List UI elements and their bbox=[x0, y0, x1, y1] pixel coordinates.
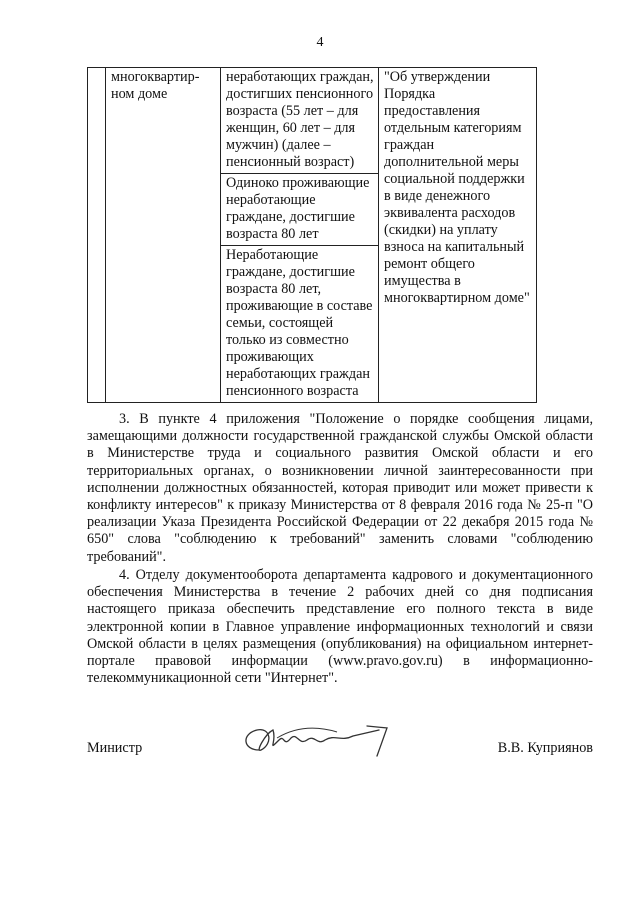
category-cell bbox=[221, 174, 379, 246]
page-number: 4 bbox=[316, 35, 324, 50]
handwritten-signature bbox=[237, 720, 407, 760]
order-title-cell bbox=[379, 68, 537, 403]
minister-title: Министр bbox=[87, 740, 143, 756]
empty-number-cell bbox=[88, 68, 106, 403]
order-title-text: "Об утверждении Порядка предоставления отдельным категориям граждан дополнительной меры социальной поддержки в виде денежного эквивалента расходов (скидки) на уплату взноса на капитальный ремонт общего имущества в многоквартирном доме" bbox=[384, 69, 530, 306]
building-text: многоквартир-ном доме bbox=[111, 69, 200, 102]
category-cell bbox=[221, 68, 379, 174]
category-text: Неработающие граждане, достигшие возраста 80 лет, проживающие в составе семьи, состоящей только из совместно проживающих неработающих граждан пенсионного возраста bbox=[226, 247, 373, 399]
table-row bbox=[88, 68, 537, 174]
signature-block bbox=[87, 720, 593, 760]
category-cell bbox=[221, 246, 379, 403]
minister-name: В.В. Куприянов bbox=[497, 740, 593, 756]
building-cell bbox=[106, 68, 221, 403]
category-text: Одиноко проживающие неработающие граждане, достигшие возраста 80 лет bbox=[226, 175, 370, 242]
categories-table bbox=[87, 67, 537, 403]
paragraph-4: 4. Отделу документооборота департамента кадрового и документационного обеспечения Министерства в течение 2 рабочих дней со дня подписания настоящего приказа обеспечить представление его полного текста в виде электронной копии в Главное управление информационных технологий и связи Омской области в целях размещения (опубликования) на официальном интернет-портале правовой информации (www.pravo.gov.ru) в информационно-телекоммуникационной сети "Интернет". bbox=[87, 567, 593, 687]
category-text: неработающих граждан, достигших пенсионного возраста (55 лет – для женщин, 60 лет – для мужчин) (далее – пенсионный возраст) bbox=[226, 69, 374, 170]
paragraph-3: 3. В пункте 4 приложения "Положение о порядке сообщения лицами, замещающими должности государственной гражданской службы Омской области в Министерстве труда и социального развития Омской области и его территориальных органах, о возникновении личной заинтересованности при исполнении должностных обязанностей, которая приводит или может привести к конфликту интересов" к приказу Министерства от 8 февраля 2016 года № 25-п "О реализации Указа Президента Российской Федерации от 22 декабря 2015 года № 650" слова "соблюдению к требований" заменить словами "соблюдению требований". bbox=[87, 411, 593, 565]
